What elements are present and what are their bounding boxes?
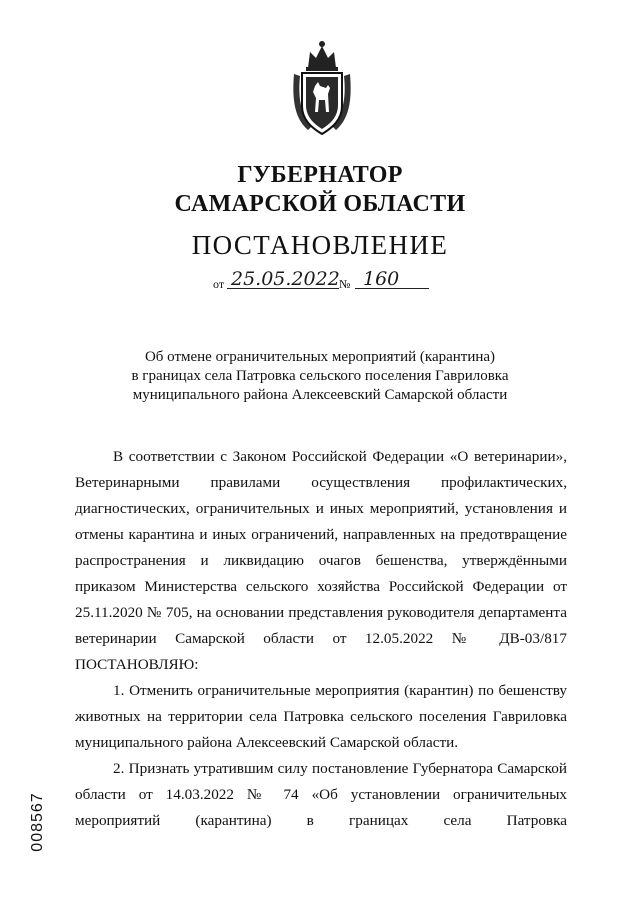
issuer-region: САМАРСКОЙ ОБЛАСТИ [174,191,466,217]
document-number: 160 [363,268,400,290]
document-type: ПОСТАНОВЛЕНИЕ [191,230,449,260]
issuer-title: ГУБЕРНАТОР [237,162,403,188]
date-prefix-label: от [213,277,225,291]
dateline [213,268,443,292]
margin-serial-text: 008567 [29,792,46,852]
document-body [75,444,567,834]
document-date: 25.05.2022 [231,268,340,290]
subject-line: Об отмене ограничительных мероприятий (карантина) [144,349,496,365]
coat-of-arms-icon [288,38,356,138]
resolution-word: ПОСТАНОВЛЯЮ: [75,656,199,673]
clause-1-paragraph: 1. Отменить ограничительные мероприятия (карантин) по бешенству животных на территории села Патровка сельского поселения Гавриловка муниципального района Алексеевский Самарской области. [75,682,567,751]
number-sign-label: № [339,277,351,291]
subject-line: в границах села Патровка сельского поселения Гавриловка [131,368,509,384]
subject-line: муниципального района Алексеевский Самарской области [132,387,508,403]
clause-2-paragraph: 2. Признать утратившим силу постановление Губернатора Самарской области от 14.03.2022 № 74 «Об установлении ограничительных мероприятий (карантина) в границах села Патровка [75,760,567,829]
preamble-paragraph: В соответствии с Законом Российской Федерации «О ветеринарии», Ветеринарными правилами осуществления профилактических, диагностических, ограничительных и иных мероприятий, установления и отмены карантина и иных ограничений, направленных на предотвращение распространения и ликвидацию очагов бешенства, утверждёнными приказом Министерства сельского хозяйства Российской Федерации от 25.11.2020 № 705, на основании представления руководителя департамента ветеринарии Самарской области от 12.05.2022 № ДВ-03/817 [75,448,567,647]
margin-serial-number [23,792,53,852]
document-subject [60,348,580,405]
